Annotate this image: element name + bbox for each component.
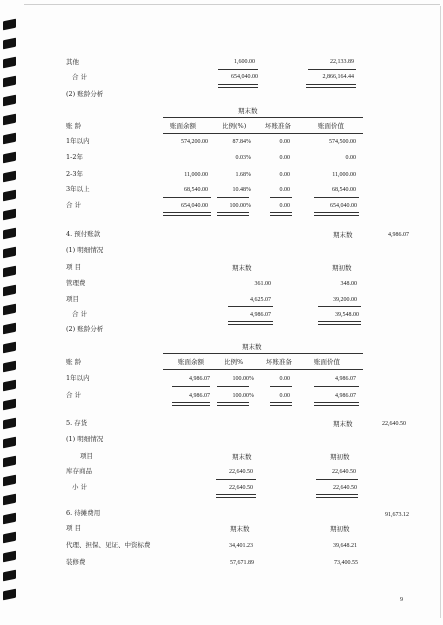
col-header: 账面余额 [178, 358, 204, 366]
double-rule [306, 84, 356, 88]
binding-hole [3, 57, 16, 69]
cell: 39,548.00 [335, 312, 359, 318]
rule [172, 386, 210, 387]
binding-hole [3, 266, 16, 278]
col-header: 期初数 [332, 264, 352, 272]
col-header: 坏账准备 [266, 358, 292, 366]
cell: 348.00 [340, 281, 357, 287]
row-label: 1年以内 [66, 137, 90, 145]
row-label: 代理、担保、见证、中资标费 [66, 541, 151, 549]
cell: 4,986.07 [189, 376, 210, 382]
binding-hole [3, 247, 16, 259]
cell: 0.00 [279, 172, 290, 178]
col-header: 期末数 [232, 264, 252, 272]
binding-hole [3, 342, 16, 354]
rule [163, 197, 211, 198]
rule [218, 69, 258, 70]
col-header: 账 龄 [66, 358, 82, 366]
period-header: 期末数 [242, 343, 262, 351]
col-header: 期初数 [330, 525, 350, 533]
page-right-edge [440, 6, 441, 618]
row-label: 管理费 [66, 279, 86, 287]
col-header: 账面余额 [170, 122, 196, 130]
row-label: 1年以内 [66, 374, 90, 382]
cell: 4,625.07 [250, 297, 271, 303]
col-header: 坏账准备 [265, 122, 291, 130]
binding-hole [3, 513, 16, 525]
row-label: 合 计 [66, 201, 82, 209]
header-rule [163, 117, 363, 118]
double-rule [217, 212, 249, 216]
cell: 34,401.23 [229, 543, 253, 549]
cell: 11,000.00 [332, 172, 356, 178]
section-title: 4. 预付账款 [66, 230, 101, 238]
row-label: 合 计 [66, 391, 82, 399]
double-rule [172, 402, 210, 406]
rule [308, 69, 356, 70]
binding-hole [3, 19, 16, 31]
binding-hole [3, 133, 16, 145]
rule [314, 197, 359, 198]
binding-hole [3, 380, 16, 392]
double-rule [216, 494, 256, 498]
other-value-2: 22,133.89 [330, 59, 354, 65]
summary-value: 91,673.12 [385, 512, 409, 518]
cell: 361.00 [254, 281, 271, 287]
cell: 0.03% [235, 155, 251, 161]
binding-hole [3, 361, 16, 373]
cell: 73,400.55 [334, 560, 358, 566]
rule [217, 386, 249, 387]
cell: 0.00 [279, 139, 290, 145]
row-label: 装修费 [66, 558, 86, 566]
summary-value: 4,986.07 [388, 232, 409, 238]
other-label: 其他 [66, 58, 79, 66]
rule [318, 306, 361, 307]
row-label: 合 计 [72, 310, 88, 318]
rule [217, 197, 249, 198]
row-label: 小 计 [72, 483, 88, 491]
binding-hole [3, 399, 16, 411]
section-title: 6. 待摊费用 [66, 509, 101, 517]
cell: 22,640.50 [333, 485, 357, 491]
summary-label: 期末数 [333, 420, 353, 428]
row-label: 3年以上 [66, 185, 90, 193]
section-subtitle: (1) 明细情况 [66, 435, 104, 443]
cell: 0.00 [279, 203, 290, 209]
binding-hole [3, 456, 16, 468]
page-number: 9 [400, 597, 403, 603]
cell: 39,648.21 [333, 543, 357, 549]
double-rule [314, 212, 359, 216]
col-header: 期末数 [230, 525, 250, 533]
double-rule [218, 84, 258, 88]
binding-hole [3, 209, 16, 221]
binding-hole [3, 285, 16, 297]
binding-hole [3, 570, 16, 582]
section-subtitle: (1) 明细情况 [66, 246, 104, 254]
summary-value: 22,640.50 [382, 421, 406, 427]
other-value-1: 1,600.00 [234, 59, 255, 65]
cell: 0.00 [279, 187, 290, 193]
binding-hole [3, 323, 16, 335]
page-top-edge [24, 4, 440, 5]
double-rule [270, 212, 292, 216]
binding-hole [3, 589, 16, 601]
double-rule [318, 321, 361, 325]
top-total-label: 合 计 [72, 73, 88, 81]
row-label: 1-2年 [66, 153, 83, 161]
binding-hole [3, 437, 16, 449]
col-header: 账 龄 [66, 122, 82, 130]
header-rule [163, 353, 363, 354]
cell: 574,500.00 [329, 139, 356, 145]
cell: 11,000.00 [184, 172, 208, 178]
col-header: 比例% [224, 358, 244, 366]
binding-hole [3, 171, 16, 183]
binding-hole [3, 95, 16, 107]
cell: 0.00 [279, 155, 290, 161]
cell: 0.00 [345, 155, 356, 161]
rule [228, 306, 273, 307]
cell: 0.00 [279, 376, 290, 382]
cell: 87.84% [232, 139, 251, 145]
double-rule [217, 402, 249, 406]
binding-hole [3, 190, 16, 202]
double-rule [314, 402, 359, 406]
col-header: 项 目 [66, 263, 82, 271]
binding-hole [3, 152, 16, 164]
cell: 654,040.00 [181, 203, 208, 209]
cell: 4,986.07 [335, 376, 356, 382]
row-label: 2-3年 [66, 170, 83, 178]
double-rule [228, 321, 273, 325]
rule [270, 386, 292, 387]
period-header: 期末数 [238, 107, 258, 115]
cell: 68,540.00 [332, 187, 356, 193]
col-header: 账面价值 [318, 122, 344, 130]
binding-hole [3, 76, 16, 88]
cell: 57,671.89 [230, 560, 254, 566]
col-header: 期初数 [330, 453, 350, 461]
top-total-value-1: 654,040.00 [231, 74, 258, 80]
double-rule [270, 402, 292, 406]
cell: 22,640.50 [229, 485, 253, 491]
header-rule [163, 133, 363, 134]
cell: 22,640.50 [229, 469, 253, 475]
spiral-binding [0, 14, 22, 619]
cell: 10.48% [232, 187, 251, 193]
cell: 68,540.00 [184, 187, 208, 193]
binding-hole [3, 418, 16, 430]
rule [316, 479, 358, 480]
col-header: 比例(%) [222, 122, 247, 130]
binding-hole [3, 228, 16, 240]
rule [216, 479, 256, 480]
binding-hole [3, 551, 16, 563]
rule [270, 197, 292, 198]
cell: 1.68% [235, 172, 251, 178]
top-total-value-2: 2,866,164.44 [322, 74, 354, 80]
cell: 4,986.07 [335, 393, 356, 399]
summary-label: 期末数 [333, 231, 353, 239]
row-label: 库存商品 [66, 467, 92, 475]
binding-hole [3, 304, 16, 316]
binding-hole [3, 494, 16, 506]
double-rule [163, 212, 211, 216]
cell: 574,200.00 [181, 139, 208, 145]
binding-hole [3, 532, 16, 544]
col-header: 期末数 [232, 453, 252, 461]
binding-hole [3, 475, 16, 487]
cell: 4,986.07 [250, 312, 271, 318]
header-rule [163, 369, 363, 370]
section-title: 5. 存货 [66, 419, 88, 427]
cell: 100.00% [229, 203, 251, 209]
cell: 654,040.00 [330, 203, 357, 209]
cell: 22,640.50 [332, 469, 356, 475]
cell: 0.00 [279, 393, 290, 399]
cell: 100.00% [232, 376, 254, 382]
row-label: 项目 [66, 295, 79, 303]
col-header: 项目 [80, 452, 93, 460]
double-rule [316, 494, 358, 498]
binding-hole [3, 114, 16, 126]
section-subtitle: (2) 账龄分析 [66, 325, 104, 333]
cell: 4,986.07 [189, 393, 210, 399]
section-subtitle: (2) 账龄分析 [66, 90, 104, 98]
cell: 39,200.00 [333, 297, 357, 303]
cell: 100.00% [232, 393, 254, 399]
binding-hole [3, 38, 16, 50]
rule [314, 386, 359, 387]
col-header: 账面价值 [314, 358, 340, 366]
col-header: 项 目 [66, 524, 82, 532]
